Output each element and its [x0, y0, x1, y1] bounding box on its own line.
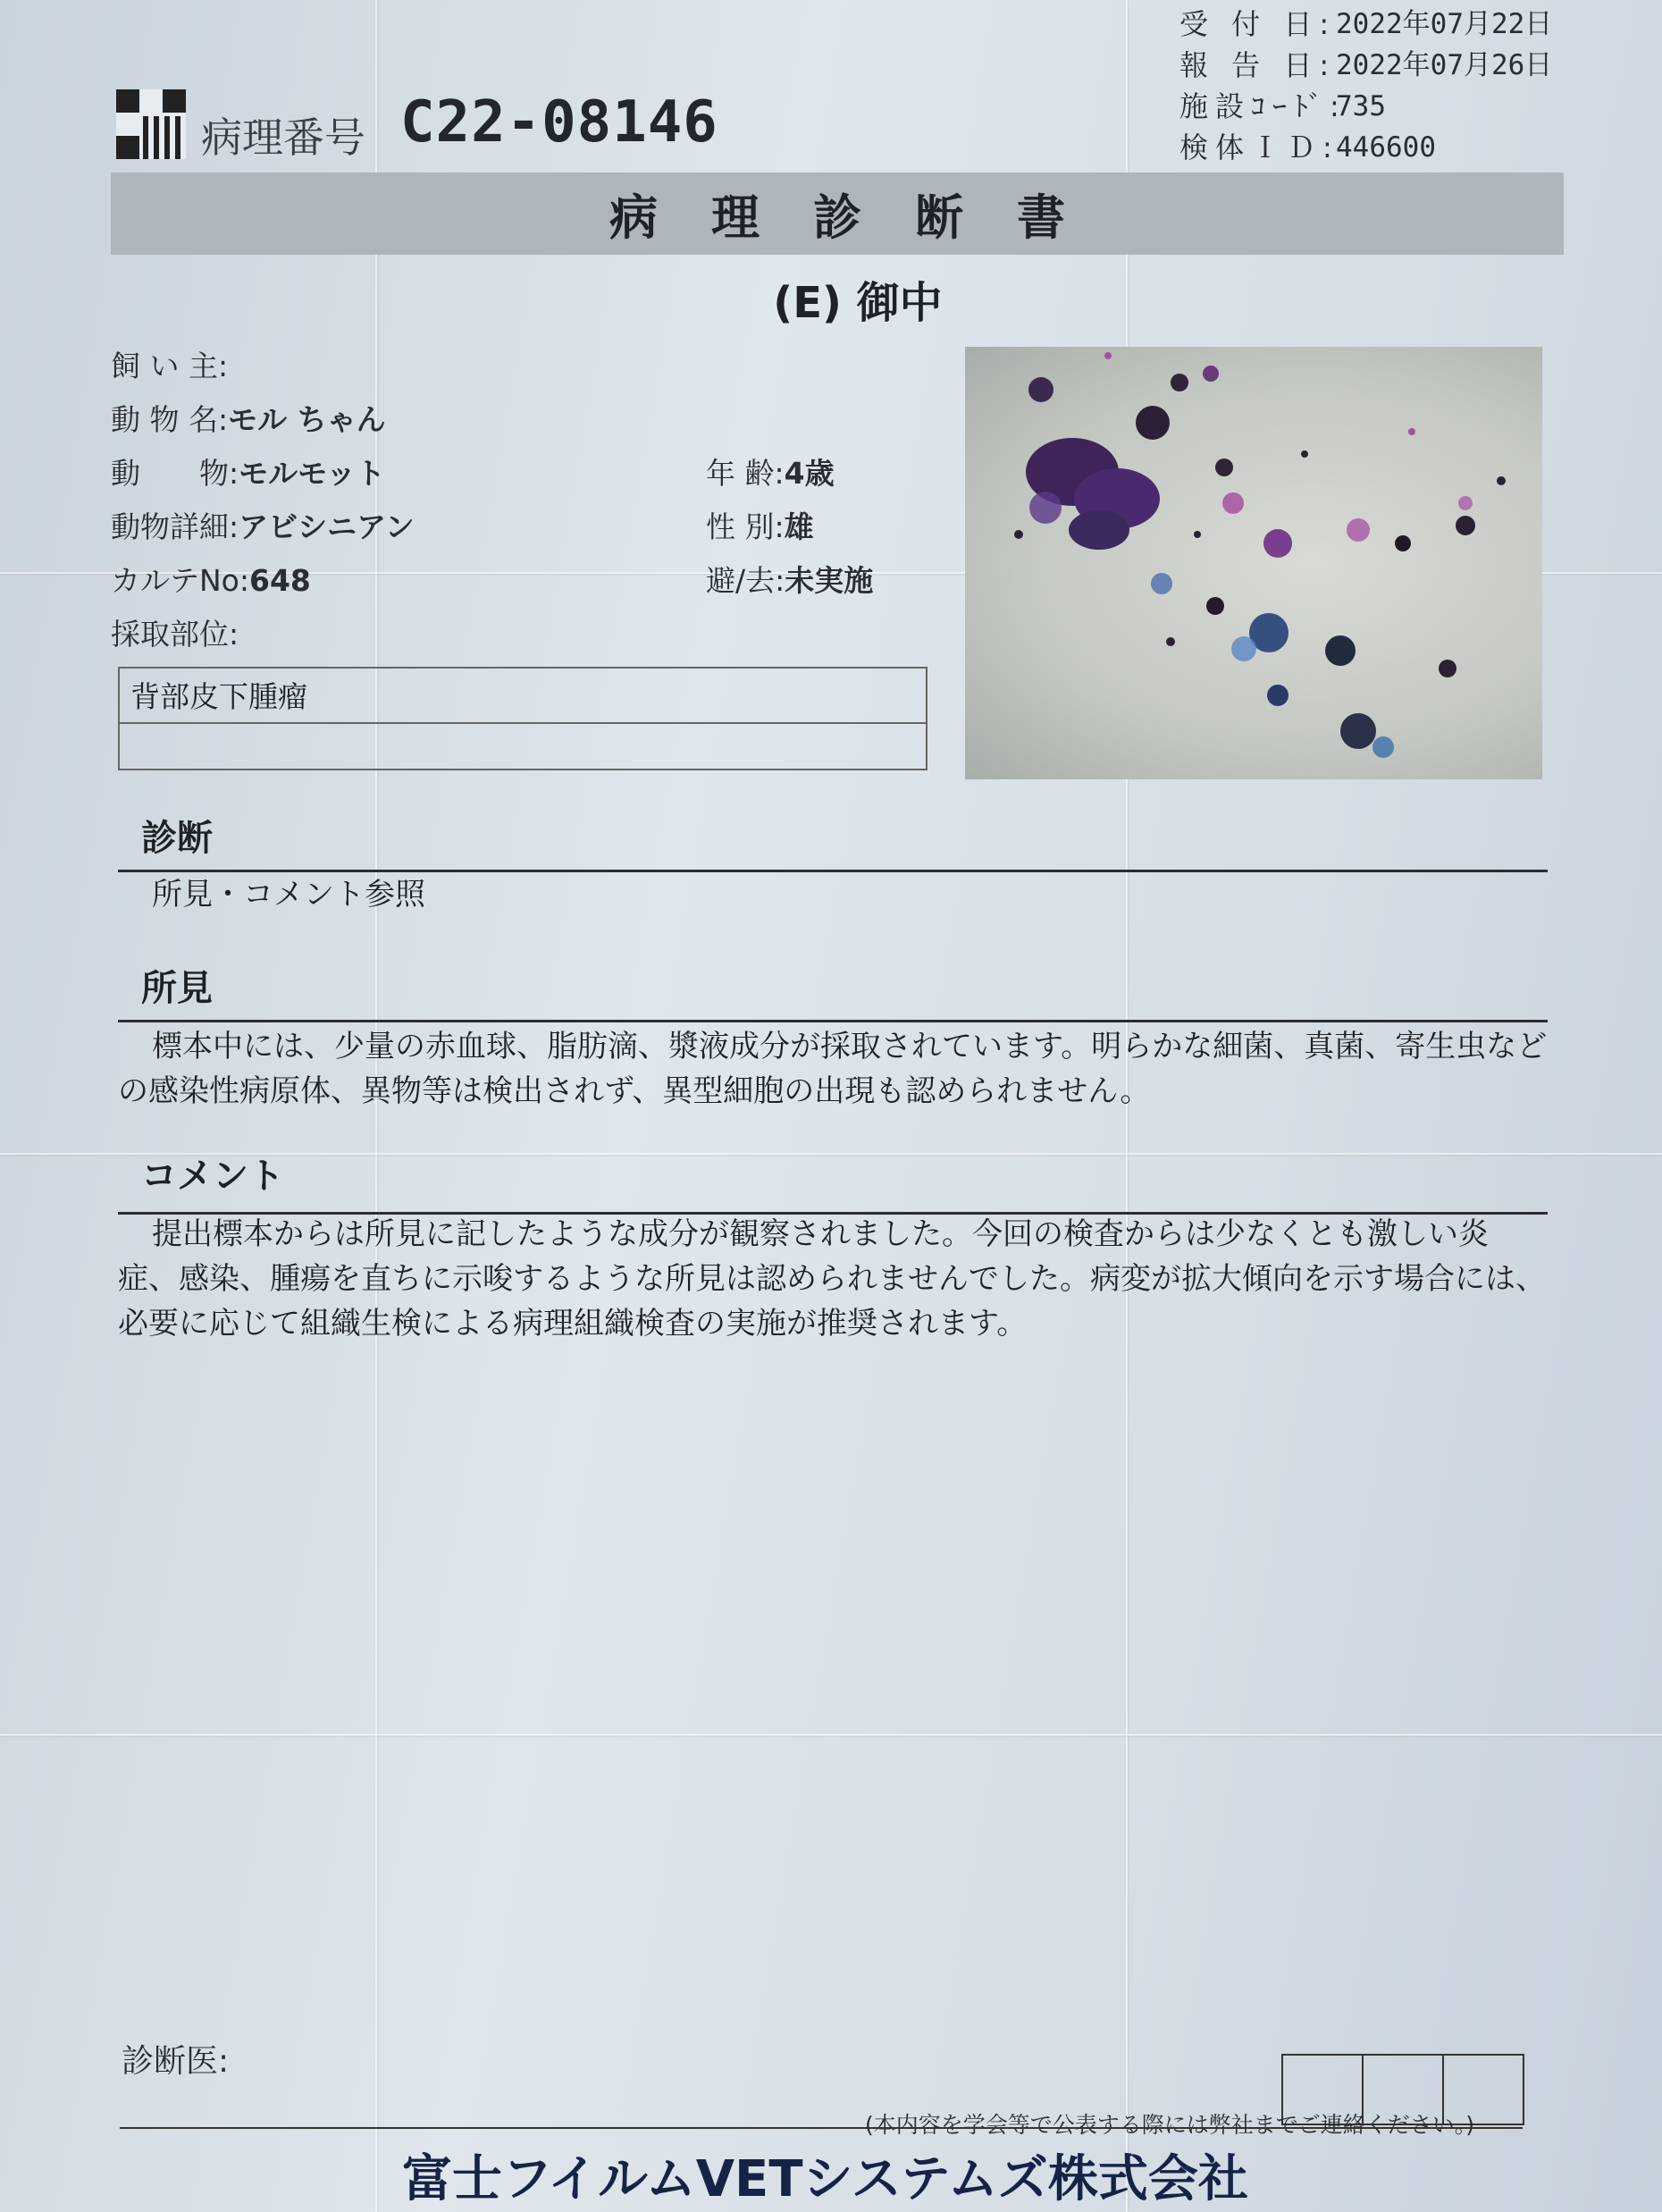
meta-label: 施設ｺｰﾄﾞ: [1179, 89, 1347, 123]
meta-row-facility [1179, 86, 1552, 127]
animal-name-value: モル ちゃん [228, 402, 386, 437]
animal-detail-value: アビシニアン [239, 509, 415, 544]
footer-rule [120, 2127, 1523, 2129]
sex-label: 性 別: [706, 509, 785, 544]
animal-label: 動 物: [111, 456, 239, 491]
recipient: (E) 御中 [773, 278, 943, 328]
animal-name-label: 動 物 名: [111, 402, 229, 437]
age-label: 年 齢: [706, 456, 785, 491]
pathology-number: C22-08146 [400, 89, 718, 156]
diagnosis-text: 所見・コメント参照 [152, 877, 425, 913]
findings-heading: 所見 [141, 968, 213, 1009]
meta-row-received [1179, 4, 1552, 45]
animal-name-field [111, 397, 386, 439]
animal-field [111, 450, 385, 492]
sex-field [706, 504, 814, 546]
chart-number-value: 648 [249, 563, 311, 598]
site-label: 採取部位: [111, 617, 239, 652]
animal-detail-label: 動物詳細: [111, 509, 239, 544]
document-title: 病理診断書 [609, 189, 1119, 246]
chart-number-field [111, 558, 311, 600]
neuter-value: 未実施 [785, 563, 874, 598]
report-meta [1179, 4, 1552, 168]
publication-notice: (本内容を学会等で公表する際には弊社までご連絡ください。) [865, 2112, 1475, 2138]
meta-value: 2022年07月26日 [1336, 49, 1553, 81]
site-box [118, 667, 928, 770]
meta-row-reported [1179, 45, 1552, 86]
meta-value: 446600 [1336, 131, 1436, 164]
owner-label: 飼 い 主: [111, 349, 229, 383]
cytology-micrograph [965, 347, 1542, 779]
pathology-number-label: 病理番号 [201, 114, 365, 162]
doctor-label: 診断医: [122, 2043, 230, 2080]
meta-row-specimen [1179, 127, 1552, 168]
comment-text: 提出標本からは所見に記したような成分が観察されました。今回の検査からは少なくとも激しい炎症、感染、腫瘍を直ちに示唆するような所見は認められませんでした。病変が拡大傾向を示す場合には、必要に応じて組織生検による病理組織検査の実施が推奨されます。 [118, 1216, 1546, 1341]
chart-number-label: カルテNo: [111, 563, 249, 598]
age-value: 4歳 [784, 456, 835, 491]
meta-label: 受 付 日: [1179, 7, 1337, 41]
meta-value: 735 [1336, 90, 1386, 122]
findings-text: 標本中には、少量の赤血球、脂肪滴、漿液成分が採取されています。明らかな細菌、真菌、寄生虫などの感染性病原体、異物等は検出されず、異型細胞の出現も認められません。 [118, 1029, 1548, 1109]
site-value: 背部皮下腫瘤 [130, 679, 307, 714]
neuter-label: 避/去: [706, 563, 785, 598]
document-title-bar [111, 172, 1564, 255]
site-box-divider [120, 722, 926, 724]
meta-label: 検体ＩＤ: [1179, 130, 1339, 164]
qr-code-icon [116, 89, 186, 159]
meta-label: 報 告 日: [1179, 48, 1337, 82]
company-name: 富士フイルムVETシステムズ株式会社 [402, 2150, 1248, 2208]
sex-value: 雄 [784, 509, 814, 544]
comment-heading: コメント [141, 1156, 284, 1197]
site-field [111, 611, 239, 653]
findings-rule [118, 1020, 1548, 1022]
meta-value: 2022年07月22日 [1336, 8, 1553, 40]
owner-field [111, 343, 228, 385]
animal-value: モルモット [239, 456, 386, 491]
age-field [706, 450, 835, 492]
micrograph-drawing [965, 347, 1542, 779]
diagnosis-heading: 診断 [141, 818, 213, 859]
animal-detail-field [111, 504, 415, 546]
neuter-field [706, 558, 873, 600]
paper-fold [0, 1734, 1662, 1736]
